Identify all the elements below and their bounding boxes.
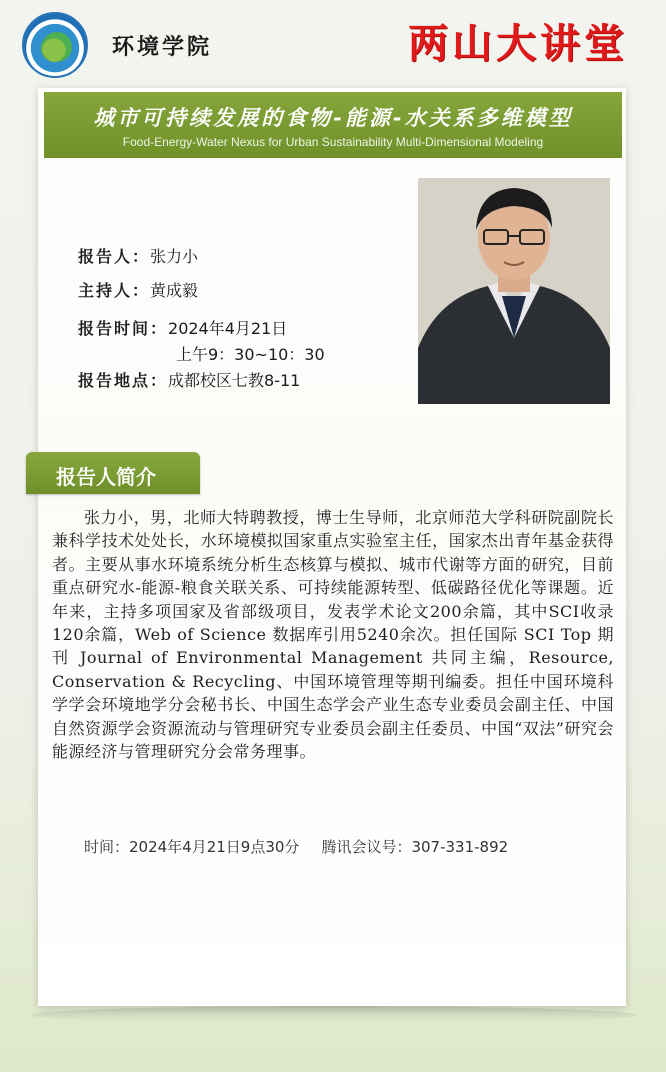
place-row <box>78 368 300 391</box>
speaker-name: 张力小 <box>150 247 199 266</box>
bio-heading: 报告人简介 <box>56 465 156 489</box>
lecture-series-title: 两山大讲堂 <box>408 20 628 67</box>
logo-emblem <box>42 32 72 62</box>
card-shadow <box>30 1006 636 1024</box>
footer <box>84 836 508 857</box>
footer-meeting-id: 腾讯会议号：307-331-892 <box>321 838 509 856</box>
time-label: 报告时间： <box>78 319 169 338</box>
time-row <box>78 316 287 339</box>
host-row <box>78 278 198 301</box>
talk-title-en: Food-Energy-Water Nexus for Urban Sustainability Multi-Dimensional Modeling <box>122 135 544 149</box>
place-value: 成都校区七教8-11 <box>168 371 301 390</box>
bio-text: 张力小，男，北师大特聘教授，博士生导师，北京师范大学科研院副院长兼科学技术处处长，水环境模拟国家重点实验室主任，国家杰出青年基金获得者。主要从事水环境系统分析生态核算与模拟、城市代谢等方面的研究，目前重点研究水-能源-粮食关联关系、可持续能源转型、低碳路径优化等课题。近年来，主持多项国家及省部级项目，发表学术论文200余篇，其中SCI收录120余篇，Web of Science 数据库引用5240余次。担任国际 SCI Top 期刊 Journal of Environmental Management 共同主编，Resource, Conservation & Recycling、中国环境管理等期刊编委。担任中国环境科学学会环境地学分会秘书长、中国生态学会产业生态专业委员会副主任、中国自然资源学会资源流动与管理研究专业委员会副主任委员、中国“双法”研究会能源经济与管理研究分会常务理事。 <box>52 508 614 762</box>
college-logo-icon <box>22 12 88 78</box>
host-label: 主持人： <box>78 281 151 300</box>
place-label: 报告地点： <box>78 371 169 390</box>
speaker-label: 报告人： <box>78 247 151 266</box>
time-slot-row <box>176 342 325 365</box>
speaker-portrait-illustration <box>418 178 610 404</box>
talk-title-cn: 城市可持续发展的食物-能源-水关系多维模型 <box>93 106 573 130</box>
title-banner <box>44 92 622 158</box>
time-slot: 上午9：30~10：30 <box>176 345 325 364</box>
speaker-photo <box>418 178 610 404</box>
host-name: 黄成毅 <box>150 281 199 300</box>
footer-time: 时间：2024年4月21日9点30分 <box>84 838 300 856</box>
college-name: 环境学院 <box>112 35 213 60</box>
speaker-row <box>78 244 198 267</box>
time-date: 2024年4月21日 <box>168 319 288 338</box>
bio-heading-tab <box>26 452 200 494</box>
header <box>0 0 666 88</box>
